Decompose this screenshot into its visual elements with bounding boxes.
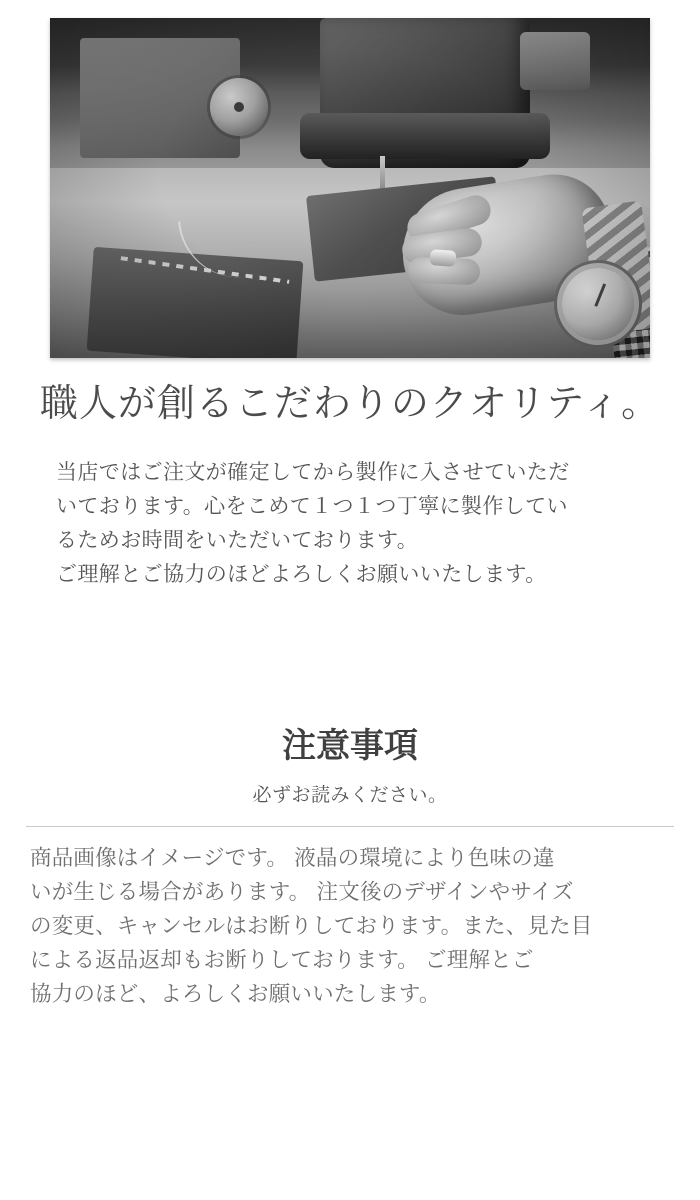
lead-line-4: ご理解とご協力のほどよろしくお願いいたします。 [56,563,547,587]
lead-line-1: 当店ではご注文が確定してから製作に入させていただ [56,461,570,484]
section-divider [26,826,674,827]
notice-line-4: による返品返却もお断りしております。 ご理解とご [30,947,534,972]
hero-photo-frame [50,18,650,358]
notice-body [30,842,670,1012]
notice-subheading: 必ずお読みください。 [252,785,448,806]
photo-vignette [50,18,650,358]
lead-line-2: いております。心をこめて１つ１つ丁寧に製作してい [56,495,568,519]
craftsman-sewing-photo [50,18,650,358]
lead-line-3: るためお時間をいただいております。 [56,529,419,553]
notice-heading: 注意事項 [282,727,418,765]
page-title: 職人が創るこだわりのクオリティ。 [39,383,661,425]
notice-line-5: 協力のほど、よろしくお願いいたします。 [30,981,441,1006]
notice-line-1: 商品画像はイメージです。 液晶の環境により色味の違 [30,846,555,870]
lead-paragraph [56,456,656,592]
notice-line-2: いが生じる場合があります。 注文後のデザインやサイズ [30,879,574,904]
notice-line-3: の変更、キャンセルはお断りしております。また、見た目 [30,913,593,938]
